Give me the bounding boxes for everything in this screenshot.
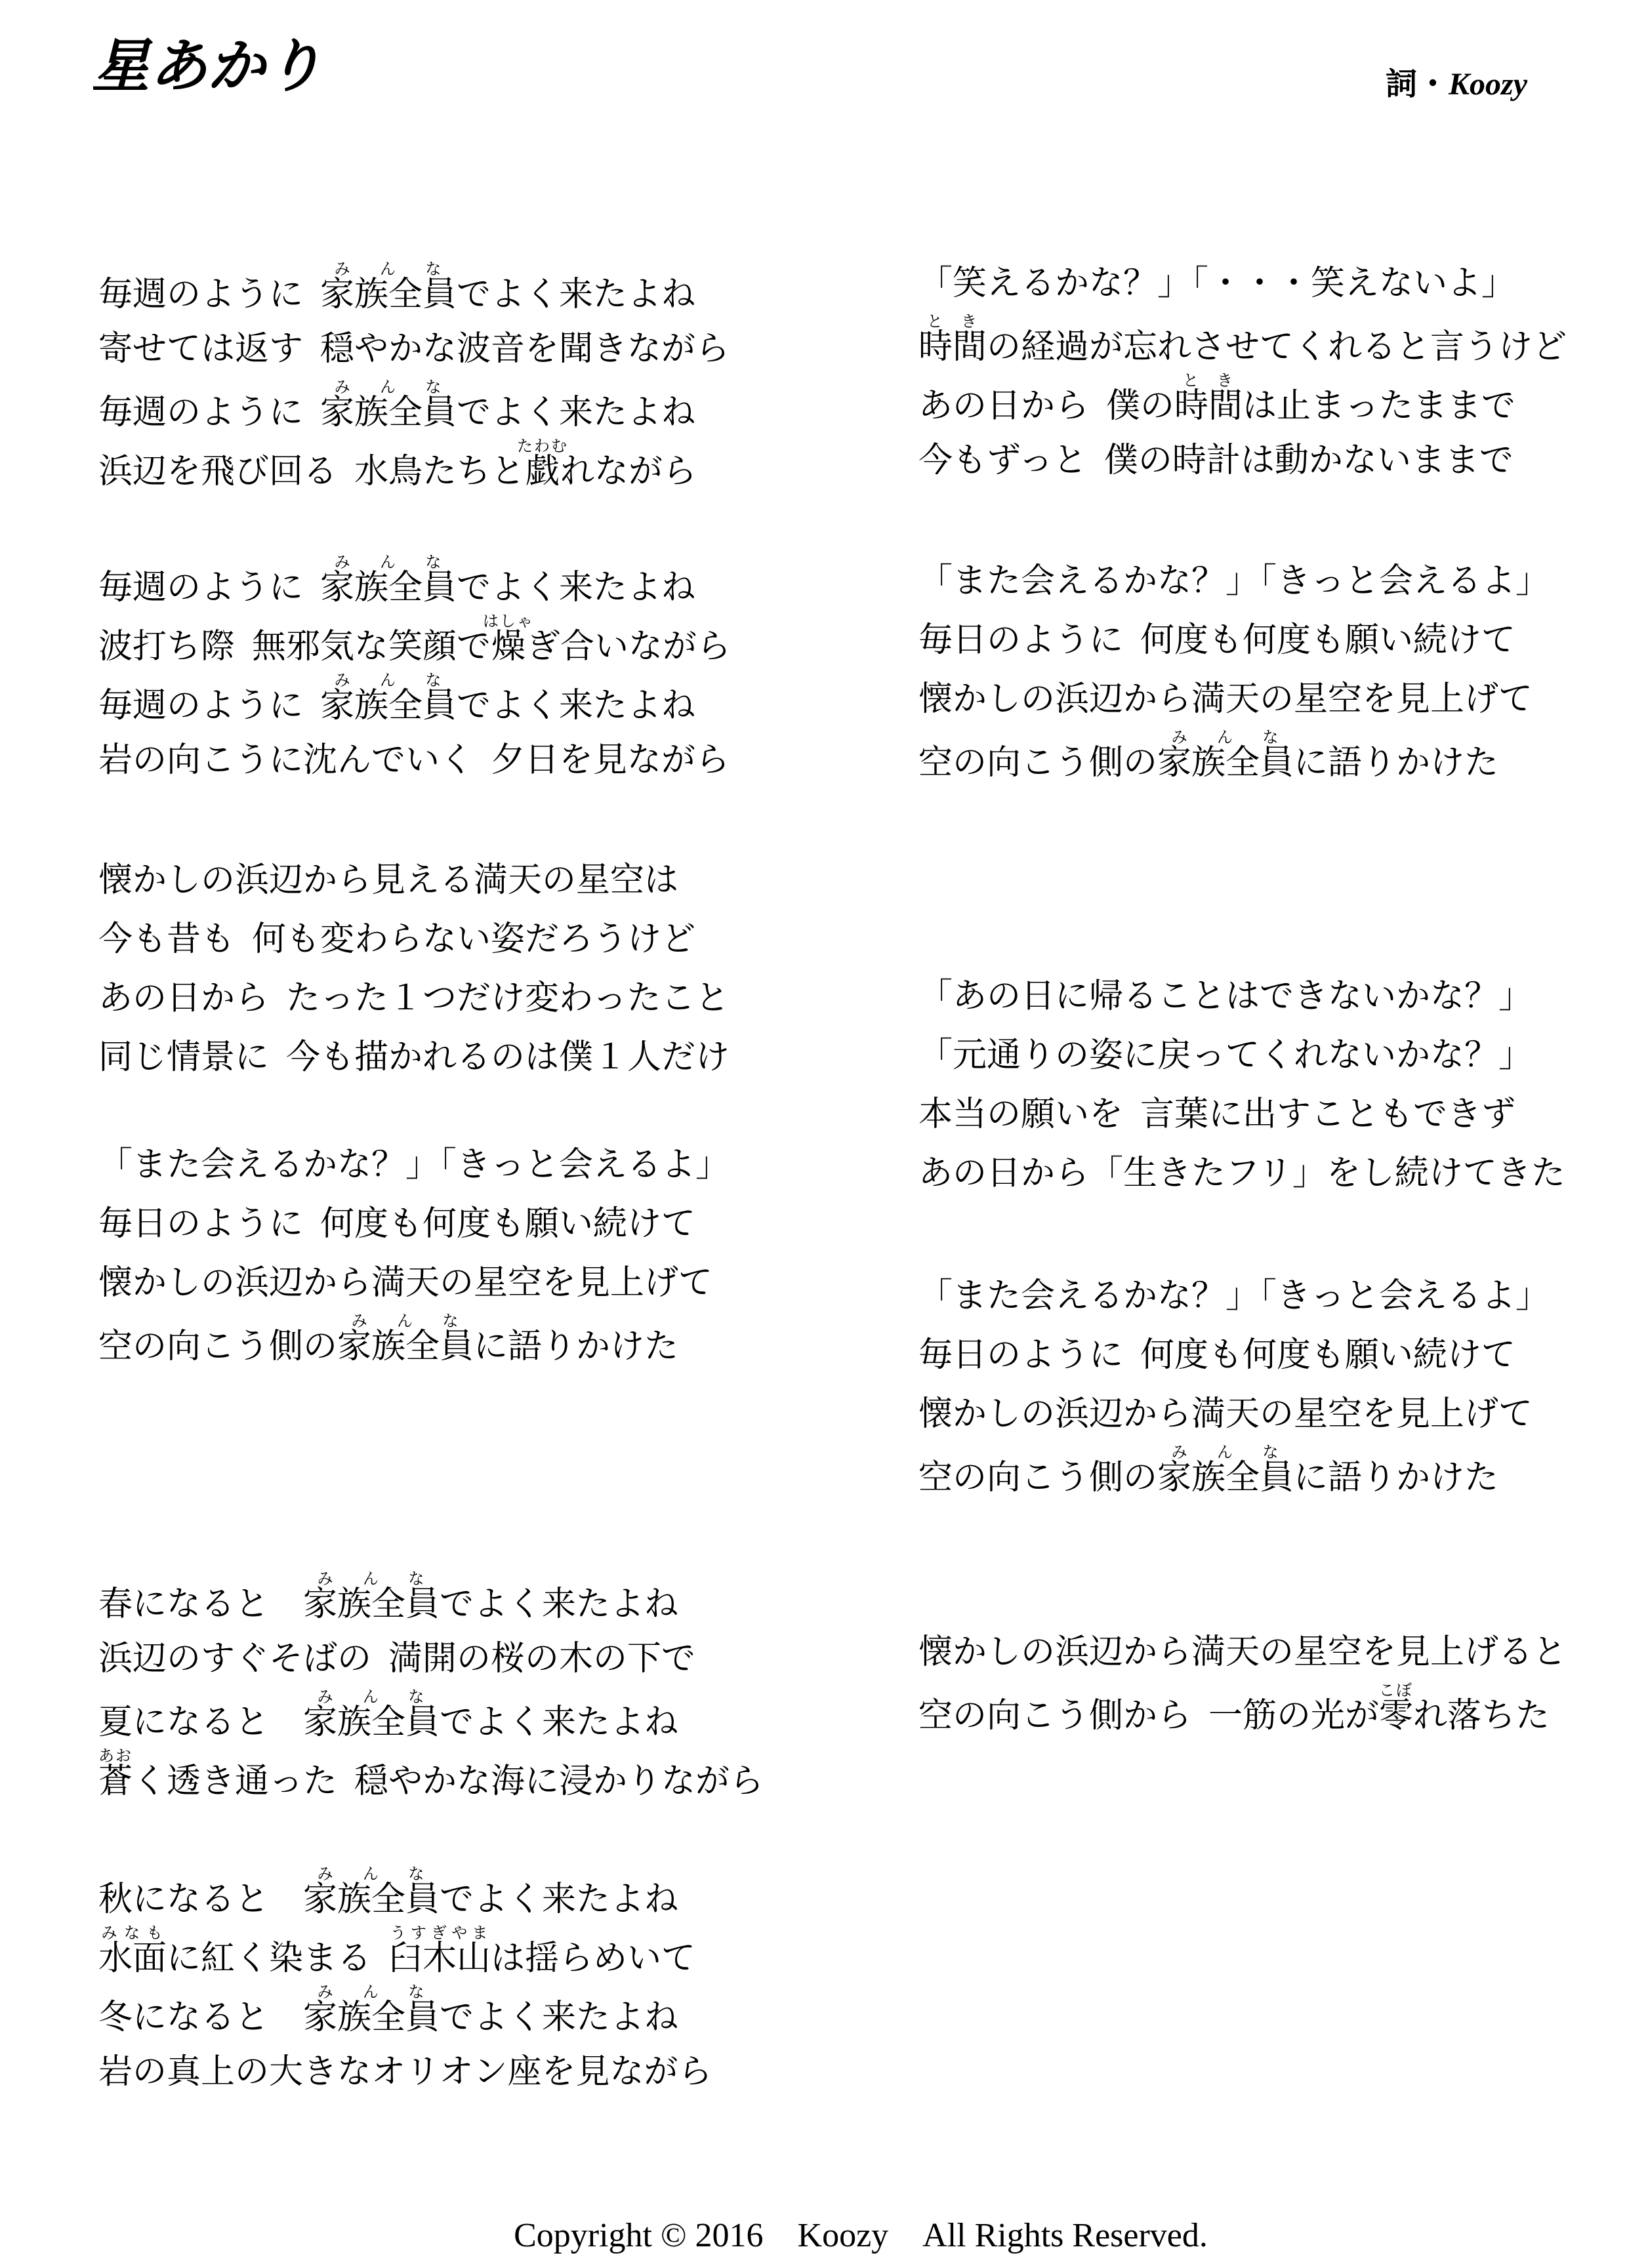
lyrics-column-left xyxy=(98,261,764,2102)
stanza xyxy=(98,851,764,1087)
furigana-text: とき xyxy=(1174,373,1243,390)
lyric-line: 空の向こう側の家族全員みんなに語りかけた xyxy=(98,1313,679,1366)
lyric-line: 「また会えるかな？」「きっと会えるよ」 xyxy=(918,563,1550,600)
ruby-annotated-word: 零こぼ xyxy=(1379,1682,1414,1735)
furigana-text: みんな xyxy=(337,1313,474,1330)
lyric-line: 今もずっと 僕の時計は動かないままで xyxy=(918,442,1514,479)
lyric-line: 懐かしの浜辺から見える満天の星空は xyxy=(98,862,679,899)
copyright-notice: Copyright © 2016 Koozy All Rights Reserved. xyxy=(514,2217,1208,2254)
stanza xyxy=(98,1866,764,2102)
lyric-line: 「笑えるかな？」「・・・笑えないよ」 xyxy=(918,265,1516,302)
stanza xyxy=(98,1136,764,1372)
lyric-line: 春になると 家族全員みんなでよく来たよね xyxy=(98,1571,679,1623)
ruby-annotated-word: 時間とき xyxy=(918,314,987,366)
ruby-annotated-word: 家族全員みんな xyxy=(303,1984,440,2036)
lyric-line: 今も昔も 何も変わらない姿だろうけど xyxy=(98,921,696,958)
lyric-line: 同じ情景に 今も描かれるのは僕１人だけ xyxy=(98,1039,730,1076)
lyric-line: 「元通りの姿に戻ってくれないかな？」 xyxy=(918,1037,1533,1074)
ruby-annotated-word: 家族全員みんな xyxy=(1157,1444,1294,1497)
furigana-text: とき xyxy=(918,314,987,331)
furigana-text: たわむ xyxy=(517,438,569,455)
furigana-text: みんな xyxy=(320,379,457,396)
stanza xyxy=(918,254,1567,491)
lyric-line: 浜辺のすぐそばの 満開の桜の木の下で xyxy=(98,1640,696,1678)
lyric-line: 時間ときの経過が忘れさせてくれると言うけど xyxy=(918,314,1567,366)
ruby-annotated-word: 家族全員みんな xyxy=(1157,729,1294,782)
furigana-text: こぼ xyxy=(1379,1682,1414,1699)
furigana-text: みんな xyxy=(320,554,457,571)
stanza xyxy=(98,261,764,497)
lyric-line: 毎日のように 何度も何度も願い続けて xyxy=(918,622,1516,659)
ruby-annotated-word: 蒼あお xyxy=(98,1748,133,1800)
lyric-line: 蒼あおく透き通った 穏やかな海に浸かりながら xyxy=(98,1748,764,1800)
lyric-line: 空の向こう側から 一筋の光が零こぼれ落ちた xyxy=(918,1682,1550,1735)
stanza xyxy=(98,554,764,790)
lyric-line: 「あの日に帰ることはできないかな？」 xyxy=(918,978,1533,1015)
credit-prefix: 詞・ xyxy=(1386,67,1449,102)
ruby-annotated-word: 臼木山うすぎやま xyxy=(388,1925,491,1977)
lyric-line: 寄せては返す 穏やかな波音を聞きながら xyxy=(98,331,730,368)
lyric-line: 空の向こう側の家族全員みんなに語りかけた xyxy=(918,1444,1499,1497)
lyric-line: 毎週のように 家族全員みんなでよく来たよね xyxy=(98,672,696,725)
lyric-line: 毎日のように 何度も何度も願い続けて xyxy=(98,1205,696,1243)
ruby-annotated-word: 時間とき xyxy=(1174,373,1243,425)
furigana-text: うすぎやま xyxy=(388,1925,491,1942)
furigana-text: みんな xyxy=(303,1866,440,1883)
lyric-line: 毎週のように 家族全員みんなでよく来たよね xyxy=(98,379,696,432)
lyric-line: 夏になると 家族全員みんなでよく来たよね xyxy=(98,1689,679,1741)
ruby-annotated-word: 燥はしゃ xyxy=(483,613,535,666)
furigana-text: みんな xyxy=(303,1984,440,2001)
furigana-text: あお xyxy=(98,1748,133,1765)
furigana-text: みんな xyxy=(320,261,457,278)
lyric-line: 懐かしの浜辺から満天の星空を見上げて xyxy=(98,1265,713,1302)
furigana-text: みなも xyxy=(98,1925,167,1942)
ruby-annotated-word: 水面みなも xyxy=(98,1925,167,1977)
stanza xyxy=(918,1623,1567,1741)
ruby-annotated-word: 家族全員みんな xyxy=(320,261,457,314)
lyric-line: 毎週のように 家族全員みんなでよく来たよね xyxy=(98,554,696,607)
lyric-line: 冬になると 家族全員みんなでよく来たよね xyxy=(98,1984,679,2036)
lyricist-credit xyxy=(1386,66,1527,104)
ruby-annotated-word: 家族全員みんな xyxy=(303,1689,440,1741)
lyric-line: 「また会えるかな？」「きっと会えるよ」 xyxy=(918,1278,1550,1315)
ruby-annotated-word: 家族全員みんな xyxy=(320,379,457,432)
song-title: 星あかり xyxy=(92,35,323,99)
ruby-annotated-word: 家族全員みんな xyxy=(320,554,457,607)
lyric-line: あの日から 僕の時間ときは止まったままで xyxy=(918,373,1516,425)
lyric-line: 岩の真上の大きなオリオン座を見ながら xyxy=(98,2054,712,2091)
lyric-line: 岩の向こうに沈んでいく 夕日を見ながら xyxy=(98,742,730,779)
furigana-text: みんな xyxy=(1157,729,1294,746)
stanza xyxy=(918,967,1567,1204)
lyric-line: 「また会えるかな？」「きっと会えるよ」 xyxy=(98,1146,730,1184)
ruby-annotated-word: 戯たわむ xyxy=(517,438,569,491)
lyric-line: 水面みなもに紅く染まる 臼木山うすぎやまは揺らめいて xyxy=(98,1925,696,1977)
furigana-text: みんな xyxy=(303,1571,440,1588)
lyric-line: 本当の願いを 言葉に出すこともできず xyxy=(918,1096,1516,1133)
lyric-line: 浜辺を飛び回る 水鳥たちと戯たわむれながら xyxy=(98,438,697,491)
lyric-line: 懐かしの浜辺から満天の星空を見上げて xyxy=(918,681,1533,718)
stanza xyxy=(98,1571,764,1807)
credit-name: Koozy xyxy=(1449,67,1528,102)
stanza xyxy=(918,552,1567,788)
ruby-annotated-word: 家族全員みんな xyxy=(337,1313,474,1366)
furigana-text: はしゃ xyxy=(483,613,535,630)
lyric-line: 秋になると 家族全員みんなでよく来たよね xyxy=(98,1866,679,1918)
furigana-text: みんな xyxy=(320,672,457,689)
ruby-annotated-word: 家族全員みんな xyxy=(303,1866,440,1918)
lyric-line: 毎日のように 何度も何度も願い続けて xyxy=(918,1337,1516,1374)
furigana-text: みんな xyxy=(303,1689,440,1706)
lyric-line: 毎週のように 家族全員みんなでよく来たよね xyxy=(98,261,696,314)
lyric-line: 懐かしの浜辺から満天の星空を見上げて xyxy=(918,1396,1533,1433)
ruby-annotated-word: 家族全員みんな xyxy=(303,1571,440,1623)
ruby-annotated-word: 家族全員みんな xyxy=(320,672,457,725)
furigana-text: みんな xyxy=(1157,1444,1294,1461)
lyrics-column-right xyxy=(918,254,1567,1741)
lyric-line: あの日から たった１つだけ変わったこと xyxy=(98,980,730,1017)
stanza xyxy=(918,1267,1567,1503)
lyric-line: 波打ち際 無邪気な笑顔で燥はしゃぎ合いながら xyxy=(98,613,731,666)
lyric-line: 懐かしの浜辺から満天の星空を見上げると xyxy=(918,1634,1567,1671)
lyric-line: あの日から「生きたフリ」をし続けてきた xyxy=(918,1155,1565,1192)
lyric-line: 空の向こう側の家族全員みんなに語りかけた xyxy=(918,729,1499,782)
